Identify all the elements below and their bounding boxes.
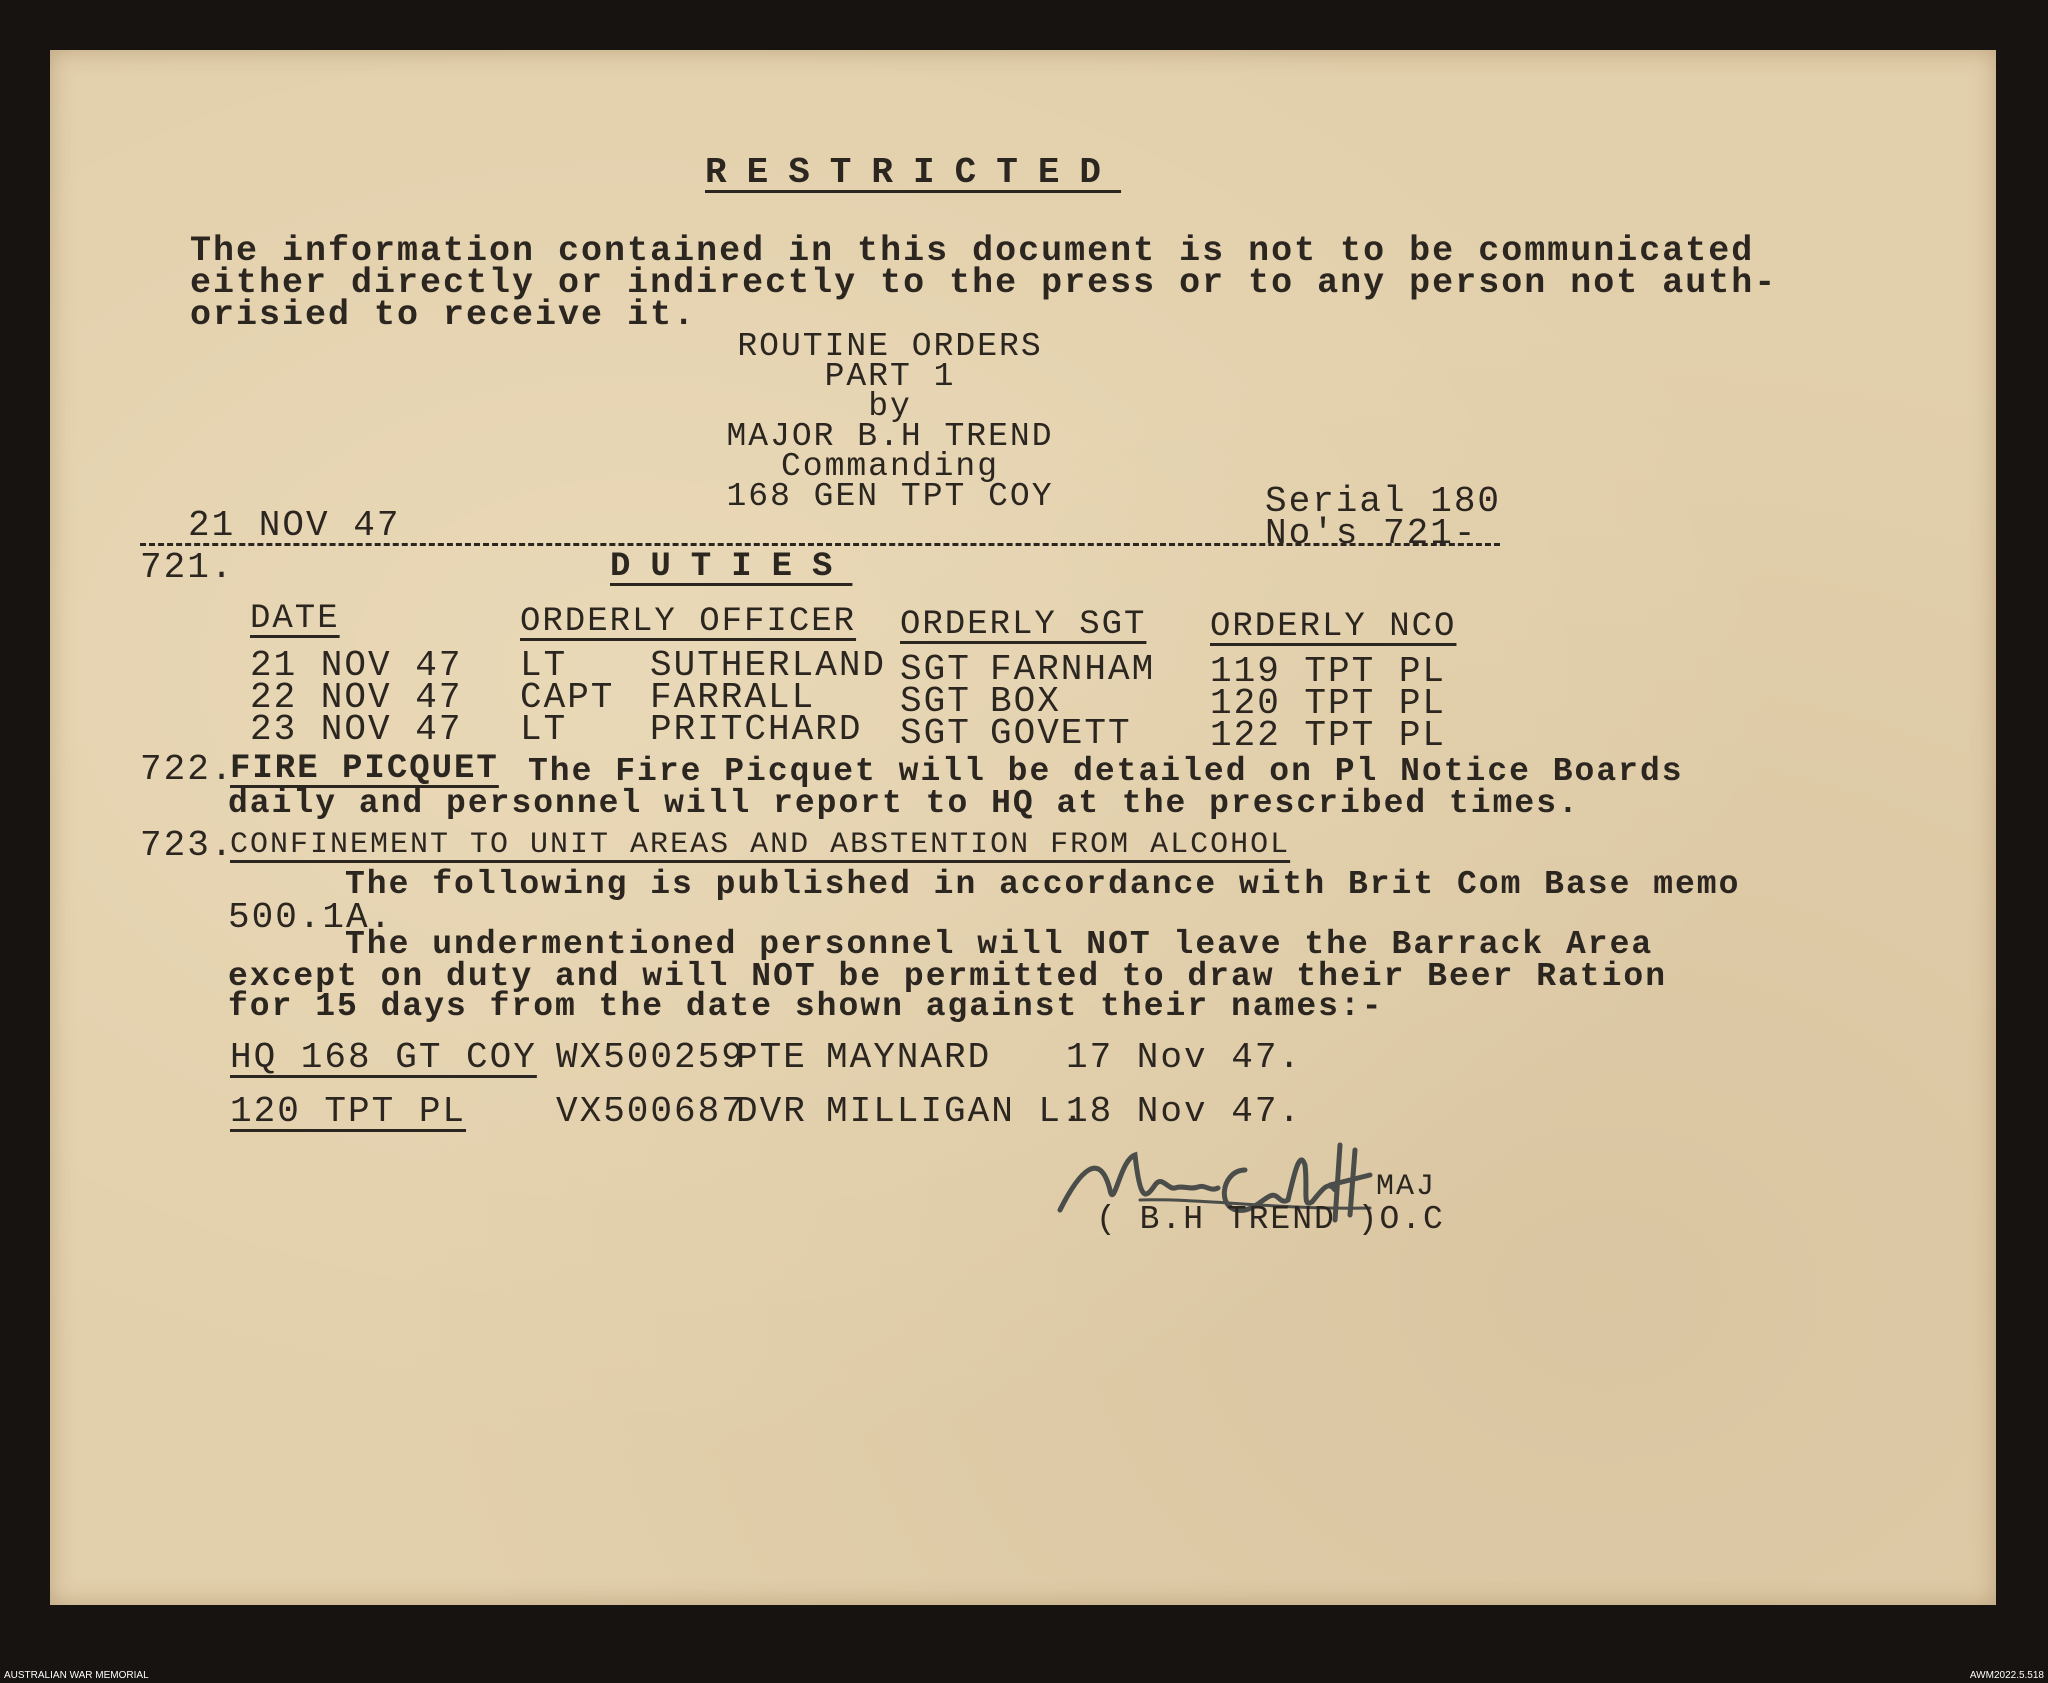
entry-1-name: MAYNARD xyxy=(826,1037,992,1078)
entry-1-number: WX500259 xyxy=(556,1037,745,1078)
duty-row-3-officer-name: PRITCHARD xyxy=(650,709,863,750)
order-numbers: No's 721- xyxy=(1265,513,1478,554)
duty-row-3-officer-rank: LT xyxy=(520,709,568,750)
duty-row-3-nco: 122 TPT PL xyxy=(1210,715,1447,756)
title-line-1: ROUTINE ORDERS xyxy=(737,328,1043,365)
confinement-para1-line1: The following is published in accordance with Brit Com Base memo xyxy=(345,866,1741,903)
duty-row-2-sgt-name: BOX xyxy=(990,681,1061,722)
duty-row-2-officer-name: FARRALL xyxy=(650,677,816,718)
entry-2-name: MILLIGAN L. xyxy=(826,1091,1086,1132)
title-line-3: by xyxy=(868,388,912,425)
duty-row-1-sgt-name: FARNHAM xyxy=(990,649,1156,690)
order-723-number: 723. xyxy=(140,825,235,866)
entry-2-date: 18 Nov 47. xyxy=(1066,1091,1303,1132)
signature-block: ( B.H TREND )O.C xyxy=(1096,1201,1445,1238)
duty-row-1-date: 21 NOV 47 xyxy=(250,645,463,686)
fire-picquet-text-1: The Fire Picquet will be detailed on Pl Notice Boards xyxy=(528,753,1684,790)
order-date: 21 NOV 47 xyxy=(188,505,401,546)
confinement-para1-line2: 500.1A. xyxy=(228,897,394,938)
entry-2-rank: DVR xyxy=(736,1091,807,1132)
classification-heading: RESTRICTED xyxy=(705,152,1122,193)
entry-1-unit: HQ 168 GT COY xyxy=(230,1037,537,1078)
header-divider xyxy=(140,543,1500,546)
duty-row-1-nco: 119 TPT PL xyxy=(1210,651,1447,692)
title-line-2: PART 1 xyxy=(824,358,956,395)
order-722-number: 722. xyxy=(140,749,235,790)
duty-row-1-officer-name: SUTHERLAND xyxy=(650,645,887,686)
signature-rank: MAJ xyxy=(1376,1170,1437,1204)
entry-1-date: 17 Nov 47. xyxy=(1066,1037,1303,1078)
duty-row-3-sgt-rank: SGT xyxy=(900,713,971,754)
duty-row-3-date: 23 NOV 47 xyxy=(250,709,463,750)
duty-row-3-sgt-name: GOVETT xyxy=(990,713,1132,754)
caveat-line-2: either directly or indirectly to the press or to any person not auth- xyxy=(190,263,1778,303)
entry-2-unit: 120 TPT PL xyxy=(230,1091,467,1132)
col-date-header: DATE xyxy=(250,600,340,638)
title-line-6: 168 GEN TPT COY xyxy=(726,478,1054,515)
duty-row-2-officer-rank: CAPT xyxy=(520,677,615,718)
title-line-5: Commanding xyxy=(780,448,1000,485)
duty-row-2-nco: 120 TPT PL xyxy=(1210,683,1447,724)
serial-number: Serial 180 xyxy=(1265,481,1502,522)
duty-row-2-date: 22 NOV 47 xyxy=(250,677,463,718)
duty-row-2-sgt-rank: SGT xyxy=(900,681,971,722)
duties-heading: DUTIES xyxy=(610,548,853,586)
col-nco-header: ORDERLY NCO xyxy=(1210,608,1457,646)
confinement-heading: CONFINEMENT TO UNIT AREAS AND ABSTENTION FROM ALCOHOL xyxy=(230,828,1291,862)
caveat-line-1: The information contained in this document is not to be communicated xyxy=(190,231,1755,271)
duty-row-1-sgt-rank: SGT xyxy=(900,649,971,690)
document-page xyxy=(50,50,1996,1605)
col-officer-header: ORDERLY OFFICER xyxy=(520,603,857,641)
col-sgt-header: ORDERLY SGT xyxy=(900,606,1147,644)
footer-right: AWM2022.5.518 xyxy=(1969,1670,2044,1681)
order-721-number: 721. xyxy=(140,547,235,588)
footer-left: AUSTRALIAN WAR MEMORIAL xyxy=(4,1670,149,1681)
duty-row-1-officer-rank: LT xyxy=(520,645,568,686)
entry-1-rank: PTE xyxy=(736,1037,807,1078)
title-line-4: MAJOR B.H TREND xyxy=(726,418,1054,455)
caveat-line-3: orisied to receive it. xyxy=(190,295,697,335)
confinement-para2-line2: except on duty and will NOT be permitted to draw their Beer Ration xyxy=(228,958,1668,995)
confinement-para2-line1: The undermentioned personnel will NOT leave the Barrack Area xyxy=(345,926,1654,963)
entry-2-number: VX500687 xyxy=(556,1091,745,1132)
confinement-para2-line3: for 15 days from the date shown against their names:- xyxy=(228,988,1384,1025)
fire-picquet-text-2: daily and personnel will report to HQ at the prescribed times. xyxy=(228,785,1580,822)
fire-picquet-heading: FIRE PICQUET xyxy=(230,750,499,788)
